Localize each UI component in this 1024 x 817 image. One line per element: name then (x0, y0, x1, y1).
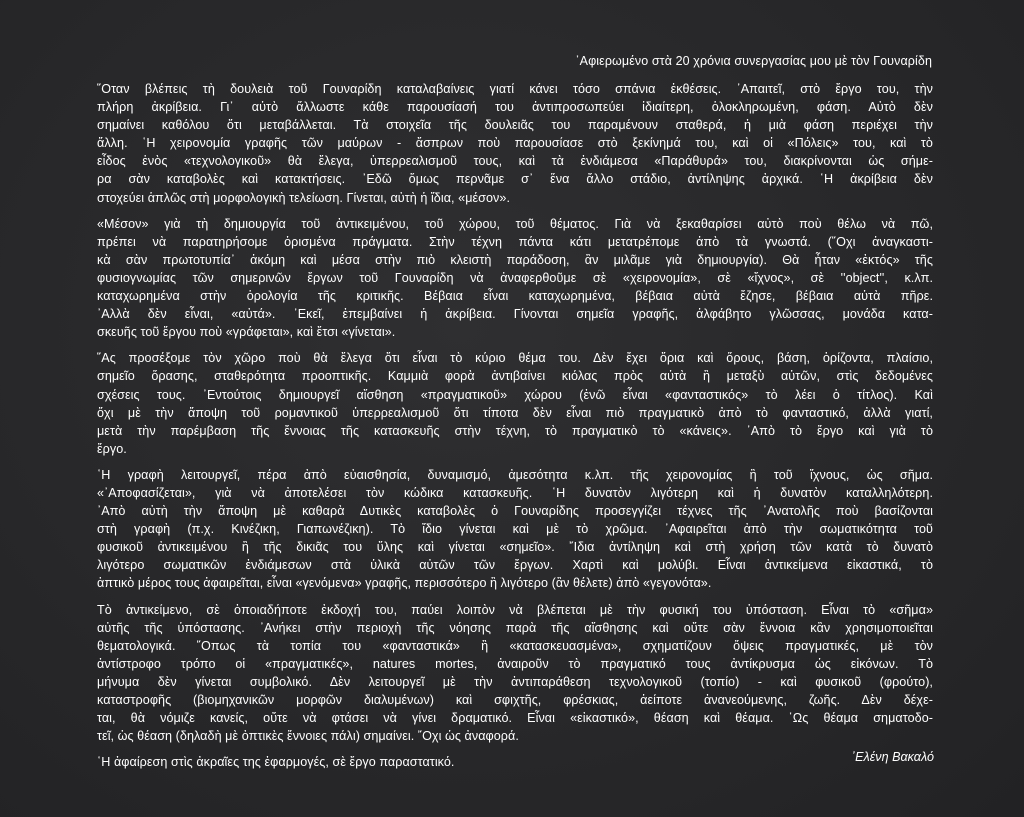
text-line: λιγότερο σωματικῶν ἐνδιάμεσων στὰ ὑλικὰ αὐτῶν τῶν ἔργων. Χαρτὶ καὶ μολύβι. Εἶναι ἀντικείμενα εἰκαστικά, τὸ (97, 558, 933, 573)
text-line: θεματολογικά. ῞Οπως τὰ τοπία του «φανταστικά» ἢ «κατασκευασμένα», σχηματίζουν ὄψεις πραγματικές, μὲ τὸν (97, 638, 933, 653)
text-line: μετὰ τὴν παρέμβαση τῆς ἔννοιας τῆς κατασκευῆς στὴν τέχνη, τὸ πραγματικὸ τὸ «κάνεις». ᾿Απὸ τὸ ἔργο καὶ γιὰ τὸ (97, 423, 933, 438)
text-line: ῞Οταν βλέπεις τὴ δουλειὰ τοῦ Γουναρίδη καταλαβαίνεις γιατί κάνει τόσο σπάνια ἐκθέσεις. ᾿Απαιτεῖ, στὸ ἔργο του, τὴν (97, 82, 933, 96)
text-line: σκευῆς τοῦ ἔργου ποὺ «γράφεται», καὶ ἔτσι «γίνεται». (97, 325, 396, 340)
text-line: κὰ σὰν πρωτοτυπία᾿ ἀκόμη καὶ μέσα στὴν πιὸ κλειστὴ παράδοση, ἂν μιλᾶμε γιὰ δημιουργία). Θὰ ἦταν «ἐκτός» τῆς (97, 252, 933, 267)
text-line: πρέπει νὰ παρατηρήσομε ὁρισμένα πράγματα. Στὴν τέχνη πάντα κάτι μετατρέπομε ἀπὸ τὰ γνωστά. (῞Οχι ἀναγκαστι- (97, 234, 933, 249)
text-line: φυσικοῦ ἀντικειμένου ἢ τῆς δικιᾶς του ὕλης καὶ γίνεται «σημεῖο». ῎Ιδια ἀντίληψη καὶ στὴ χρήση τῶν κατὰ τὸ δυνατὸ (97, 540, 933, 555)
dedication: ᾿Αφιερωμένο στὰ 20 χρόνια συνεργασίας μου μὲ τὸν Γουναρίδη (575, 54, 932, 68)
text-line: εἶδος ἑνὸς «τεχνολογικοῦ» θὰ ἔλεγα, ὑπερρεαλισμοῦ τους, καὶ τὰ ἐνδιάμεσα «Παράθυρά» του, διακρίνονται ὡς σήμε- (97, 154, 933, 169)
paragraph (97, 215, 933, 342)
text-line: «᾿Αποφασίζεται», γιὰ νὰ ἀποτελέσει τὸν κώδικα κατασκευῆς. ῾Η δυνατὸν λιγότερη καὶ ἡ δυνατὸν καταλληλότερη. (97, 485, 933, 500)
text-line: μήνυμα δὲν γίνεται συμβολικό. Δὲν λειτουργεῖ μὲ τὴν ἀντιπαράθεση τεχνολογικοῦ (τοπίο) - καὶ φυσικοῦ (φρούτο), (97, 674, 933, 689)
text-line: Τὸ ἀντικείμενο, σὲ ὁποιαδήποτε ἐκδοχή του, παύει λοιπὸν νὰ βλέπεται μὲ τὴν φυσική του ὑπόσταση. Εἶναι τὸ «σῆμα» (97, 602, 933, 617)
text-line: φυσιογνωμίας τῶν σημερινῶν ἔργων τοῦ Γουναρίδη νὰ ἀναφερθοῦμε σὲ «χειρονομία», σὲ «ἴχνος», σὲ ''object'', κ.λπ. (97, 270, 933, 285)
text-line: καταστροφῆς (βιομηχανικῶν μορφῶν διαλυμένων) καὶ σφιχτῆς, φρέσκιας, ἀείποτε ἀνανεούμενης, ζωῆς. Δὲν δέχε- (97, 693, 933, 707)
text-line: ἔργο. (97, 441, 127, 456)
text-line: τεῖ, ὡς θέαση (δηλαδὴ μὲ ὀπτικὲς ἔννοιες πάλι) σημαίνει. ῎Οχι ὡς ἀναφορά. (97, 729, 519, 744)
text-line: σημαίνει καθόλου ὅτι μεταβάλλεται. Τὰ στοιχεῖα τῆς δουλειᾶς του παραμένουν σταθερά, ἡ μιὰ φάση περιέχει τὴν (97, 118, 933, 133)
text-line: ῞Ας προσέξομε τὸν χῶρο ποὺ θὰ ἔλεγα ὅτι εἶναι τὸ κύριο θέμα του. Δὲν ἔχει ὅρια καὶ ὅρους, βάση, ὁρίζοντα, πλαίσιο, (97, 351, 933, 366)
text-line: στοχεύει ἁπλῶς στὴ μορφολογικὴ τελείωση. Γίνεται, αὐτὴ ἡ ἴδια, «μέσον». (97, 190, 510, 205)
text-line: ῾Η ἀφαίρεση στὶς ἀκραῖες της ἐφαρμογές, σὲ ἔργο παραστατικό. (97, 755, 455, 770)
text-line: αὐτῆς τῆς ὑπόστασης. ᾿Ανήκει στὴν περιοχὴ τῆς νόησης παρὰ τῆς αἴσθησης καὶ οὔτε σὰν ἔννοια κἂν χρησιμοποιεῖται (97, 620, 933, 635)
paragraph (97, 753, 933, 771)
text-line: σχέσεις τους. ᾿Εντούτοις δημιουργεῖ αἴσθηση «πραγματικοῦ» χώρου (ἐνῶ εἶναι «φανταστικός» τὸ λέει ὁ τίτλος). Καὶ (97, 387, 933, 402)
text-line: ται, θὰ νόμιζε κανείς, οὔτε νὰ φτάσει νὰ γίνει δραματικό. Εἶναι «εἰκαστικό», θέαση καὶ θέαμα. ῾Ως θέαμα σηματοδο- (97, 711, 933, 726)
text-line: ρα σὰν καταβολὲς καὶ κατακτήσεις. ᾿Εδῶ ὅμως περνᾶμε σ᾿ ἕνα ἄλλο στάδιο, ἀντίληψης ἀρχικά. ῾Η ἀκρίβεια δὲν (97, 172, 933, 187)
text-line: ᾿Απὸ αὐτὴ τὴν ἄποψη μὲ καθαρὰ Δυτικὲς καταβολὲς ὁ Γουναρίδης προσεγγίζει τέχνες τῆς ᾿Ανατολῆς ποὺ βασίζονται (97, 504, 933, 519)
text-line: ἄλλη. ῾Η χειρονομία γραφῆς τῶν μαύρων - ἄσπρων ποὺ παρουσίασε στὸ ξεκίνημά του, καὶ οἱ «Πόλεις» του, καὶ τὸ (97, 136, 933, 151)
text-line: στὴ γραφὴ (π.χ. Κινέζικη, Γιαπωνέζικη). Τὸ ἴδιο γίνεται καὶ μὲ τὸ χρῶμα. ᾿Αφαιρεῖται ἀπὸ τὴν σωματικότητα τοῦ (97, 522, 933, 537)
text-line: σημεῖο ὅρασης, σταθερότητα προοπτικῆς. Καμμιὰ φορὰ ἀντιβαίνει κιόλας πρὸς αὐτὰ ἢ μεταξὺ αὐτῶν, στὶς δεδομένες (97, 369, 933, 384)
paragraph (97, 466, 933, 593)
text-line: ἀντίστροφο τρόπο οἱ «πραγματικές», natures mortes, ἀναιροῦν τὸ πραγματικό τους ἀντίκρυσμα ὡς εἰκόνων. Τὸ (97, 656, 933, 671)
text-line: καταχωρημένα στὴν ὁρολογία τῆς κριτικῆς. Βέβαια εἶναι καταχωρημένα, βέβαια αὐτὰ ἔζησε, βέβαια αὐτὰ πῆρε. (97, 289, 933, 304)
paragraph (97, 80, 933, 207)
text-line: ἁπτικὸ μέρος τους ἀφαιρεῖται, εἶναι «γενόμενα» γραφῆς, περισσότερο ἢ λιγότερο (ἂν θέλετε) ἀπὸ «γεγονότα». (97, 576, 712, 591)
paragraph (97, 601, 933, 746)
text-line: ᾿Αλλὰ δὲν εἶναι, «αὐτά». ᾿Εκεῖ, ἐπεμβαίνει ἡ ἀκρίβεια. Γίνονται σημεῖα γραφῆς, ἀλφάβητο γλῶσσας, μονάδα κατα- (97, 307, 933, 322)
essay-text (97, 80, 933, 779)
text-line: ῾Η γραφὴ λειτουργεῖ, πέρα ἀπὸ εὐαισθησία, δυναμισμό, ἀμεσότητα κ.λπ. τῆς χειρονομίας ἢ τοῦ ἴχνους, ὡς σῆμα. (97, 467, 933, 482)
author-signature: ᾿Ελένη Βακαλό (850, 750, 934, 764)
text-line: ὄχι μὲ τὴν ἄποψη τοῦ ρομαντικοῦ ὑπερρεαλισμοῦ ὅτι τίποτα δὲν εἶναι πιὸ πραγματικὸ ἀπὸ τὸ φανταστικό, ἀλλὰ γιατί, (97, 405, 933, 420)
text-line: «Μέσον» γιὰ τὴ δημιουργία τοῦ ἀντικειμένου, τοῦ χώρου, τοῦ θέματος. Γιὰ νὰ ξεκαθαρίσει αὐτὸ ποὺ θέλω νὰ πῶ, (97, 216, 933, 231)
paragraph (97, 349, 933, 458)
text-line: πλήρη ἀκρίβεια. Γι᾿ αὐτὸ ἄλλωστε κάθε παρουσίασή του ἀντιπροσωπεύει ἰδιαίτερη, ὁλοκληρωμένη, φάση. Αὐτὸ δὲν (97, 100, 933, 115)
